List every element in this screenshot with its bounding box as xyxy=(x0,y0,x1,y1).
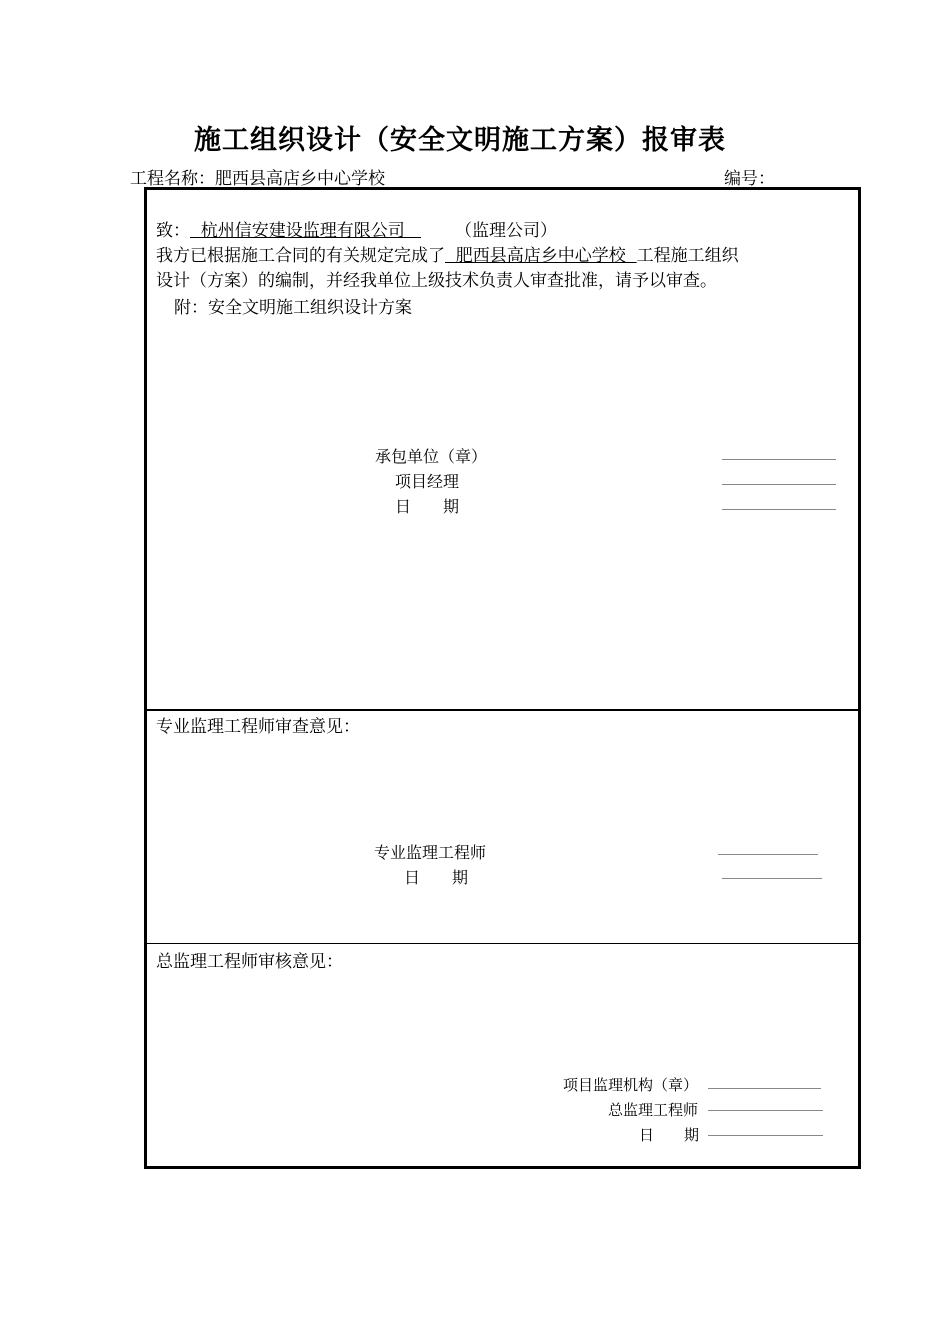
body-line-1 xyxy=(156,245,739,267)
date-sign-line xyxy=(722,509,836,510)
engineer-review-heading: 专业监理工程师审查意见： xyxy=(156,717,360,737)
supervision-company: 杭州信安建设监理有限公司 xyxy=(190,221,422,241)
chief-review-heading: 总监理工程师审核意见： xyxy=(156,952,343,972)
supervision-suffix: （监理公司） xyxy=(455,221,558,241)
body-line-2: 设计（方案）的编制，并经我单位上级技术负责人审查批准，请予以审查。 xyxy=(156,271,717,291)
engineer-date-label: 日 期 xyxy=(404,868,469,887)
contractor-sign-line xyxy=(722,459,836,460)
body-line1-prefix: 我方已根据施工合同的有关规定完成了 xyxy=(156,246,445,266)
project-name-field xyxy=(130,164,385,189)
engineer-review-section xyxy=(147,711,858,944)
engineer-label: 专业监理工程师 xyxy=(374,843,487,862)
submission-section xyxy=(147,190,858,711)
number-label: 编号： xyxy=(724,169,775,189)
org-sign-line xyxy=(708,1088,821,1089)
to-prefix: 致： xyxy=(156,221,190,241)
chief-sign-line xyxy=(708,1110,823,1111)
project-name: 肥西县高店乡中心学校 xyxy=(215,169,385,189)
attachment-line: 附：安全文明施工组织设计方案 xyxy=(174,298,412,318)
review-form-table xyxy=(144,187,861,1169)
addressee-line xyxy=(156,220,557,242)
form-title: 施工组织设计（安全文明施工方案）报审表 xyxy=(194,125,726,156)
chief-engineer-label: 总监理工程师 xyxy=(608,1101,699,1119)
engineer-sign-line xyxy=(718,854,818,855)
body-line1-suffix: 工程施工组织 xyxy=(636,246,739,266)
body-project-name: 肥西县高店乡中心学校 xyxy=(445,246,637,266)
date-label: 日 期 xyxy=(395,497,460,516)
chief-date-line xyxy=(708,1135,823,1136)
project-label: 工程名称： xyxy=(130,169,215,189)
supervision-org-label: 项目监理机构（章） xyxy=(563,1076,699,1094)
chief-review-section xyxy=(147,945,858,1166)
project-manager-label: 项目经理 xyxy=(395,472,460,491)
chief-date-label: 日 期 xyxy=(639,1126,700,1144)
manager-sign-line xyxy=(722,484,836,485)
contractor-label: 承包单位（章） xyxy=(375,447,488,466)
engineer-date-line xyxy=(722,878,822,879)
